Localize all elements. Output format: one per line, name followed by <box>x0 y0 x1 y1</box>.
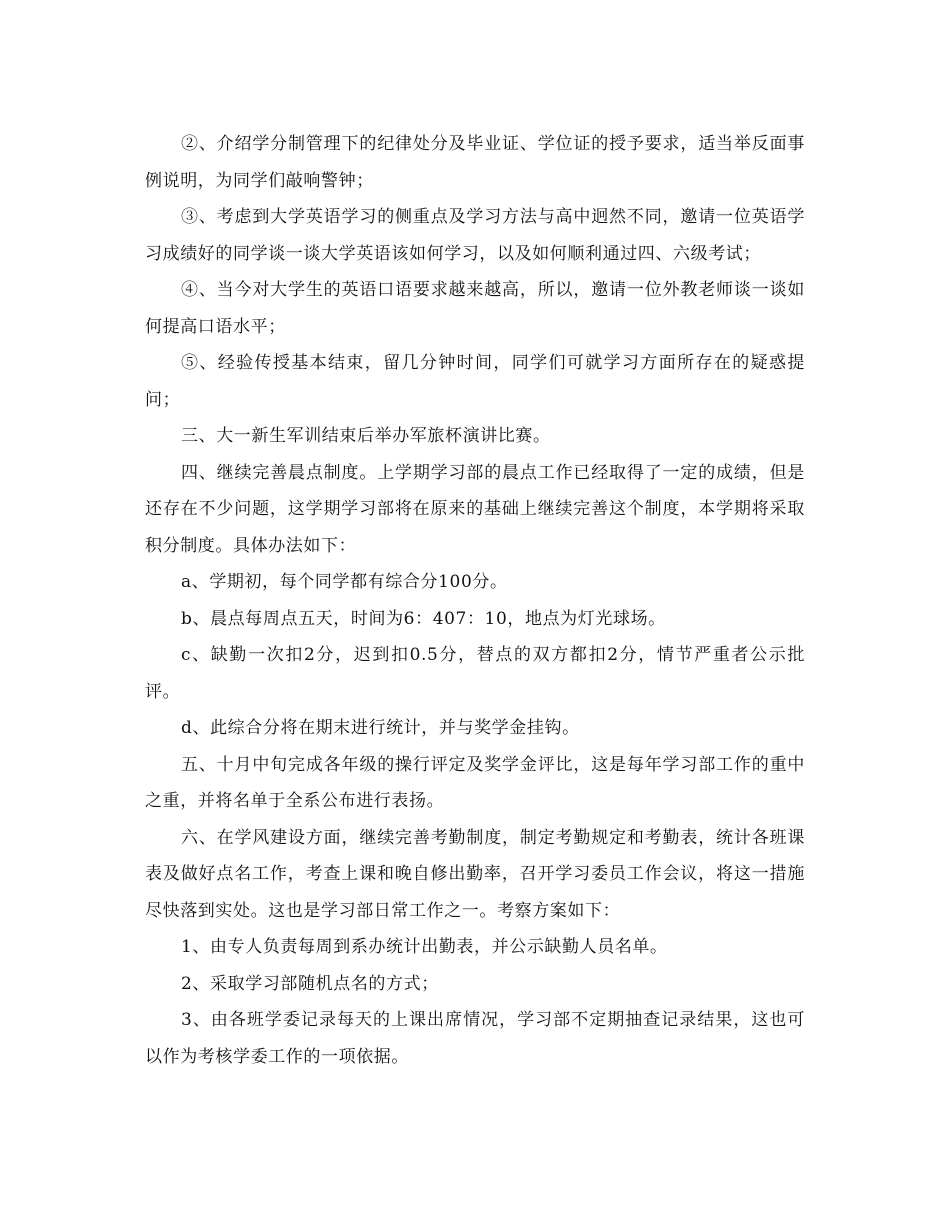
paragraph-item-3: ③、考虑到大学英语学习的侧重点及学习方法与高中迥然不同，邀请一位英语学习成绩好的同学谈一谈大学英语该如何学习，以及如何顺利通过四、六级考试； <box>145 207 805 264</box>
section-three-heading: 三、大一新生军训结束后举办军旅杯演讲比赛。 <box>181 426 551 446</box>
plan-item-3: 3、由各班学委记录每天的上课出席情况，学习部不定期抽查记录结果，这也可以作为考核学委工作的一项依据。 <box>145 1010 805 1067</box>
paragraph-item-5: ⑤、经验传授基本结束，留几分钟时间，同学们可就学习方面所存在的疑惑提问； <box>145 353 805 410</box>
plan-item-2: 2、采取学习部随机点名的方式； <box>181 973 439 994</box>
plan-item-1: 1、由专人负责每周到系办统计出勤表，并公示缺勤人员名单。 <box>181 937 668 957</box>
document-body <box>145 126 805 1075</box>
paragraph-item-2: ②、介绍学分制管理下的纪律处分及毕业证、学位证的授予要求，适当举反面事例说明，为同学们敲响警钟； <box>145 134 805 191</box>
rule-d: d、此综合分将在期末进行统计，并与奖学金挂钩。 <box>181 718 580 738</box>
rule-a: a、学期初，每个同学都有综合分100分。 <box>181 572 508 592</box>
rule-c: c、缺勤一次扣2分，迟到扣0.5分，替点的双方都扣2分，情节严重者公示批评。 <box>145 645 805 702</box>
section-four-paragraph: 四、继续完善晨点制度。上学期学习部的晨点工作已经取得了一定的成绩，但是还存在不少问题，这学期学习部将在原来的基础上继续完善这个制度，本学期将采取积分制度。具体办法如下： <box>145 462 805 556</box>
section-six-paragraph: 六、在学风建设方面，继续完善考勤制度，制定考勤规定和考勤表，统计各班课表及做好点名工作，考查上课和晚自修出勤率，召开学习委员工作会议，将这一措施尽快落到实处。这也是学习部日常工作之一。考察方案如下： <box>145 827 805 921</box>
rule-b: b、晨点每周点五天，时间为6：407：10，地点为灯光球场。 <box>181 608 666 629</box>
paragraph-item-4: ④、当今对大学生的英语口语要求越来越高，所以，邀请一位外教老师谈一谈如何提高口语水平； <box>145 280 805 337</box>
section-five-paragraph: 五、十月中旬完成各年级的操行评定及奖学金评比，这是每年学习部工作的重中之重，并将名单于全系公布进行表扬。 <box>145 754 805 811</box>
